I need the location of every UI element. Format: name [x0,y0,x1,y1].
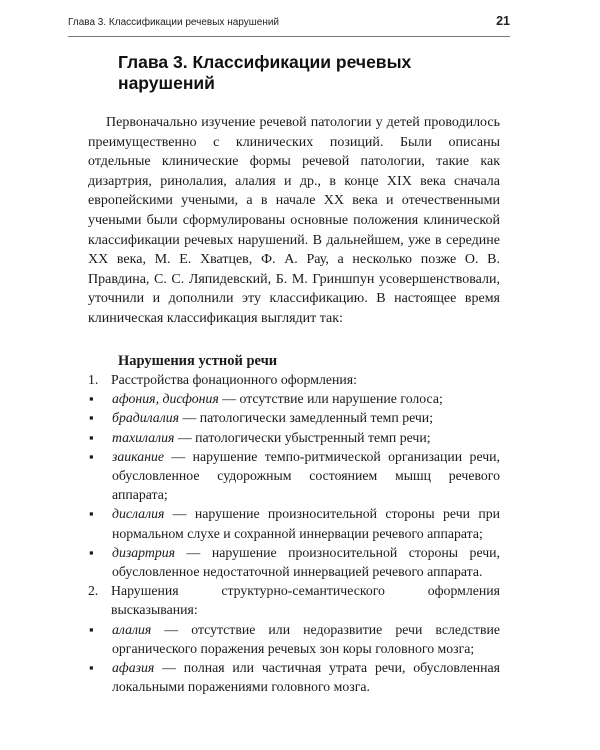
intro-paragraph: Первоначально изучение речевой патологии у детей проводилось преимущественно с клинических позиций. Были описаны отдельные клинические формы речевой патологии, такие как дизартрия, ринолалия, алалия и др., в конце XIX века сначала европейскими учеными, а в начале XX века и отечественными учеными были сформулированы основные положения клинической классификации речевых нарушений. В дальнейшем, уже в середине XX века, М. Е. Хватцев, Ф. А. Рау, а несколько позже О. В. Правдина, С. С. Ляпидевский, Б. М. Гриншпун усовершенствовали, уточнили и дополнили эту классификацию. В настоящее время клиническая классификация выглядит так: [88,115,500,326]
list-item [88,408,500,427]
list-text: — патологически убыстренный темп речи; [174,429,431,445]
bullet-marker: ▪ [89,544,94,560]
list-item [88,581,500,619]
bullet-marker: ▪ [89,506,94,522]
running-header [68,14,510,28]
bullet-marker: ▪ [89,448,94,464]
list-text: — нарушение темпо-ритмической организации речи, обусловленное судорожным состоянием мышц речевого аппарата; [112,448,500,503]
list-item [88,428,500,447]
running-header-title: Глава 3. Классификации речевых нарушений [68,17,280,28]
section-heading: Нарушения устной речи [118,353,278,369]
list-text: — нарушение произносительной стороны речи при нормальном слухе и сохранной иннервации речевого аппарата; [112,506,500,541]
list-term: алалия [112,621,152,637]
list-item [88,447,500,505]
list-number: 2. [88,583,99,599]
list-term: заикание [112,448,165,464]
list-term: афазия [112,660,155,676]
list-text: — полная или частичная утрата речи, обусловленная локальными поражениями головного мозга. [112,660,500,695]
list-item [88,370,500,389]
list-item [88,543,500,581]
list-text: — отсутствие или недоразвитие речи вследствие органического поражения речевых зон коры головного мозга; [112,621,500,656]
list-text: Нарушения структурно-семантического оформления высказывания: [111,583,500,618]
list-item [88,389,500,408]
list-text: — нарушение произносительной стороны речи, обусловленное недостаточной иннервацией речевого аппарата. [112,544,500,580]
list-term: брадилалия [112,410,180,426]
list-term: афония, дисфония [112,391,219,407]
classification-list [88,370,500,696]
bullet-marker: ▪ [89,410,94,426]
page-number: 21 [496,14,510,28]
list-text: — патологически замедленный темп речи; [179,410,434,426]
list-text: Расстройства фонационного оформления: [111,372,357,387]
list-term: тахилалия [112,429,175,445]
chapter-title: Глава 3. Классификации речевых нарушений [118,52,412,93]
bullet-marker: ▪ [89,429,94,445]
header-divider [68,36,510,37]
list-item [88,620,500,658]
bullet-marker: ▪ [89,621,94,637]
list-term: дизартрия [112,544,176,560]
list-term: дислалия [112,506,165,522]
list-item [88,504,500,542]
list-item [88,658,500,696]
list-text: — отсутствие или нарушение голоса; [218,391,443,407]
bullet-marker: ▪ [89,660,94,676]
list-number: 1. [88,372,99,387]
bullet-marker: ▪ [89,391,94,407]
